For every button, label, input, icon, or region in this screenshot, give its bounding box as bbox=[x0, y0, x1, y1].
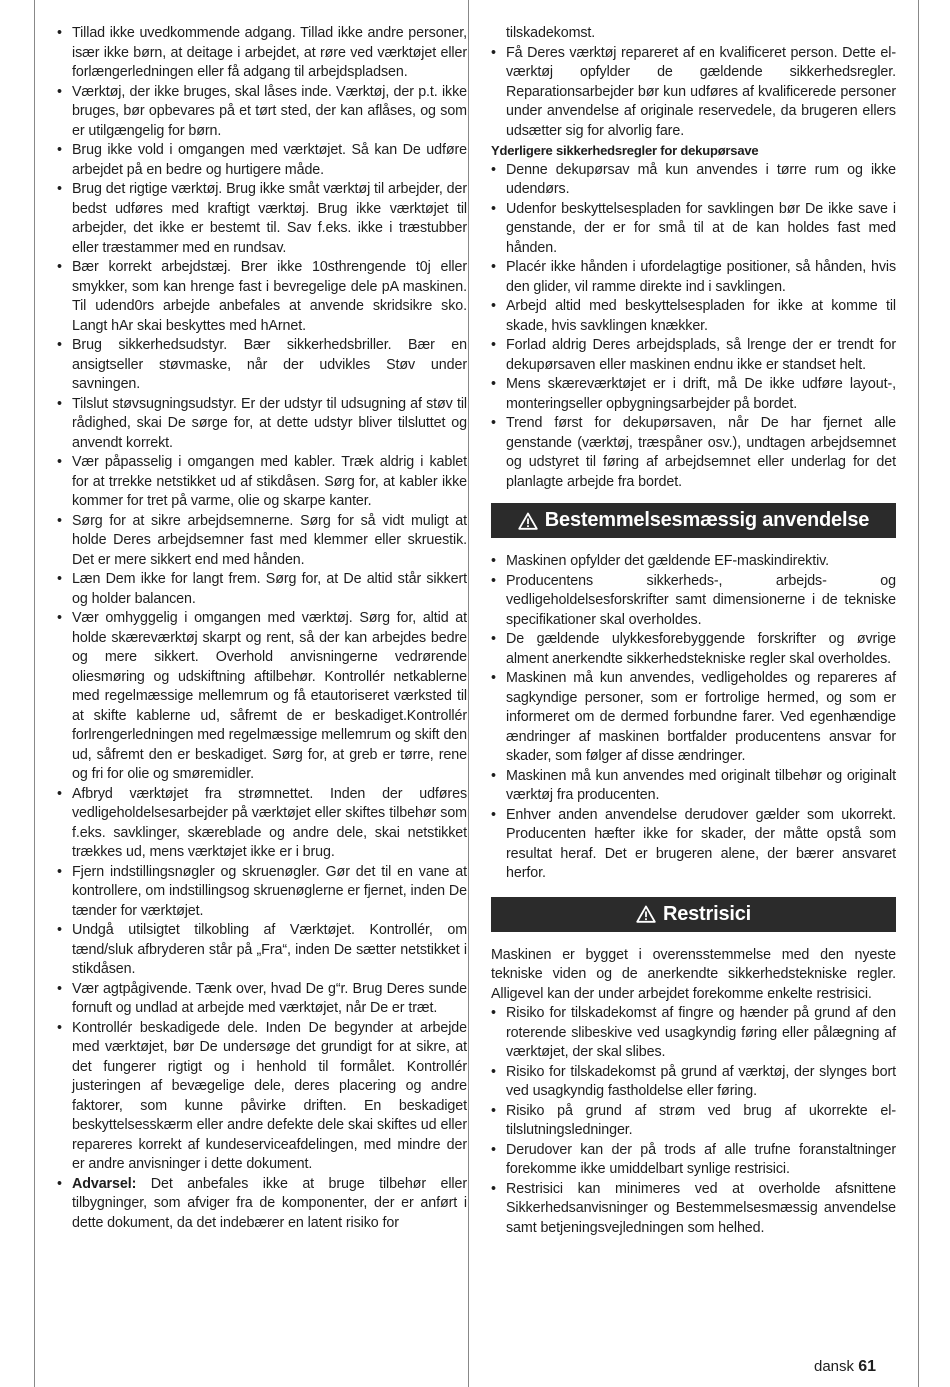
advarsel-text: Det anbefales ikke at bruge tilbehør eller tilbygninger, som afviger fra de komponenter, der er anført i dette dokument, da det indebærer en latent risiko for bbox=[72, 1175, 467, 1231]
list-item: • Læn Dem ikke for langt frem. Sørg for, at De altid står sikkert og holder balancen. bbox=[57, 570, 467, 609]
list-item: • Afbryd værktøjet fra strømnettet. Inden der udføres vedligeholdelsesarbejder på værktøjet eller skiftes tilbehør som f.eks. savklinger, skæreblade og andre dele, skai netstikket trækkes ud, mens værktøjet ikke er i brug. bbox=[57, 785, 467, 863]
list-item: • Enhver anden anvendelse derudover gælder som ukorrekt. Producenten hæfter ikke for skader, der måtte opstå som resultat heraf. Det er brugeren alene, der bærer ansvaret herfor. bbox=[491, 806, 896, 884]
left-column bbox=[34, 0, 467, 1387]
list-item: • Tilslut støvsugningsudstyr. Er der udstyr til udsugning af støv til rådighed, skai De sørge for, at dette udstyr bliver tilsluttet og anvendt korrekt. bbox=[57, 395, 467, 454]
advarsel-list bbox=[57, 1175, 467, 1234]
list-item: • Forlad aldrig Deres arbejdsplads, så lrenge der er trendt for dekupørsaven eller maskinen endnu ikke er standset helt. bbox=[491, 336, 896, 375]
list-item: • De gældende ulykkesforebyggende forskrifter og øvrige alment anerkendte sikkerhedstekniske regler skal overholdes. bbox=[491, 630, 896, 669]
restrisici-bullet-list bbox=[491, 1004, 896, 1238]
list-item: • Vær agtpågivende. Tænk over, hvad De g“r. Brug Deres sunde fornuft og undlad at arbejde med værktøjet, når De er træt. bbox=[57, 980, 467, 1019]
page-number: 61 bbox=[858, 1358, 876, 1375]
right-bullet-list bbox=[491, 44, 896, 142]
right-column bbox=[468, 0, 919, 1387]
list-item: • Tillad ikke uvedkommende adgang. Tillad ikke andre personer, især ikke børn, at deitage i arbejdet, at røre ved værktøjet eller forlængerledningen eller få adgang til arbejdspladsen. bbox=[57, 24, 467, 83]
list-item: • Derudover kan der på trods af alle trufne foranstaltninger forekomme ikke umiddelbart synlige restrisici. bbox=[491, 1141, 896, 1180]
dekup-bullet-list bbox=[491, 161, 896, 493]
section-banner-restrisici bbox=[491, 897, 896, 932]
anvendelse-bullet-list bbox=[491, 552, 896, 884]
list-item: • Undgå utilsigtet tilkobling af Værktøjet. Kontrollér, om tænd/sluk afbryderen står på „Fra“, inden De sætter netstikket i stikdåsen. bbox=[57, 921, 467, 980]
list-item bbox=[57, 1175, 467, 1234]
list-item: • Denne dekupørsav må kun anvendes i tørre rum og ikke udendørs. bbox=[491, 161, 896, 200]
list-item: • Brug ikke vold i omgangen med værktøjet. Så kan De udføre arbejdet på en bedre og hurtigere måde. bbox=[57, 141, 467, 180]
list-item: • Fjern indstillingsnøgler og skruenøgler. Gør det til en vane at kontrollere, om indstillingsog skruenøglerne er fjernet, inden De tænder for værktøjet. bbox=[57, 863, 467, 922]
restrisici-intro: Maskinen er bygget i overensstemmelse med den nyeste tekniske viden og de anerkendte sikkerhedstekniske regler. Alligevel kan der under arbejdet forekomme enkelte restrisici. bbox=[491, 946, 896, 1002]
list-item: • Få Deres værktøj repareret af en kvalificeret person. Dette el-værktøj opfylder de gældende sikkerhedsregler. Reparationsarbejder bør kun udføres af kvalificerede personer under anvendelse af originale reservedele, da brugeren ellers udsætter sig for alvorlig fare. bbox=[491, 44, 896, 142]
warning-triangle-icon bbox=[636, 905, 656, 923]
advarsel-label: Advarsel: bbox=[72, 1175, 137, 1192]
list-item: • Risiko for tilskadekomst på grund af værktøj, der slynges bort ved usagkyndig fastholdelse eller føring. bbox=[491, 1063, 896, 1102]
page-footer bbox=[814, 1358, 876, 1376]
section-title: Bestemmelsesmæssig anvendelse bbox=[544, 509, 870, 531]
list-item: • Værktøj, der ikke bruges, skal låses inde. Værktøj, der p.t. ikke bruges, bør opbevares på et tørt sted, der kan aflåses, og som er utilgængelig for børn. bbox=[57, 83, 467, 142]
list-item: • Risiko på grund af strøm ved brug af ukorrekte el-tilslutningsledninger. bbox=[491, 1102, 896, 1141]
list-item: • Producentens sikkerheds-, arbejds- og vedligeholdelsesforskrifter samt dimensionerne i de tekniske specifikationer skal overholdes. bbox=[491, 572, 896, 631]
list-item: • Mens skæreværktøjet er i drift, må De ikke udføre layout-, monteringseller opbygningsarbejder på bordet. bbox=[491, 375, 896, 414]
dekup-heading: Yderligere sikkerhedsregler for dekupørsave bbox=[491, 143, 759, 158]
continuation-text: tilskadekomst. bbox=[506, 25, 596, 41]
list-item: • Trend først for dekupørsaven, når De har fjernet alle genstande (værktøj, træspåner osv.), undtagen arbejdsemnet og udstyret til føring af arbejdsemnet eller underlag for det planlagte arbejde fra bordet. bbox=[491, 414, 896, 492]
list-item: • Arbejd altid med beskyttelsespladen for ikke at komme til skade, hvis savklingen knækker. bbox=[491, 297, 896, 336]
list-item: • Risiko for tilskadekomst af fingre og hænder på grund af den roterende slibeskive ved usagkyndig føring eller pålægning af værktøjet, der skal slibes. bbox=[491, 1004, 896, 1063]
footer-language: dansk bbox=[814, 1358, 855, 1375]
list-item: • Sørg for at sikre arbejdsemnerne. Sørg for så vidt muligt at holde Deres arbejdsemner fast med klemmer eller skruestik. Det er mere sikkert end med hånden. bbox=[57, 512, 467, 571]
section-title: Restrisici bbox=[662, 902, 752, 925]
list-item: • Brug det rigtige værktøj. Brug ikke småt værktøj til arbejder, der bedst udføres med kraftigt værktøj. Brug ikke værktøjet til arbejder, det ikke er bestemt til. Sav f.eks. ikke i træstubber eller træstammer med en rundsav. bbox=[57, 180, 467, 258]
warning-triangle-icon bbox=[518, 512, 538, 530]
list-item: • Maskinen opfylder det gældende EF-maskindirektiv. bbox=[491, 552, 896, 572]
left-bullet-list bbox=[57, 24, 467, 1175]
section-banner-anvendelse bbox=[491, 503, 896, 538]
list-item: • Restrisici kan minimeres ved at overholde afsnittene Sikkerhedsanvisninger og Bestemmelsesmæssig anvendelse samt betjeningsvejledningen som helhed. bbox=[491, 1180, 896, 1239]
list-item: • Bær korrekt arbejdstæj. Brer ikke 10sthrengende t0j eller smykker, som kan hrenge fast i bevregelige dele pA maskinen. Til udend0rs arbejde anbefales at anvende skridsikre sko. Langt hAr skai beskyttes med hArnet. bbox=[57, 258, 467, 336]
list-item: • Brug sikkerhedsudstyr. Bær sikkerhedsbriller. Bær en ansigtseller støvmaske, når der udvikles Støv under savningen. bbox=[57, 336, 467, 395]
list-item: • Maskinen må kun anvendes med originalt tilbehør og originalt værktøj fra producenten. bbox=[491, 767, 896, 806]
list-item: • Vær omhyggelig i omgangen med værktøj. Sørg for, altid at holde skæreværktøj skarpt og rent, så der kan arbejdes bedre og mere sikkert. Overhold anvisningerne vedrørende oliesmøring og udskiftning aftilbehør. Kontrollér netkablerne med regelmæssige mellemrum og få etautoriseret værksted til at skifte kablerne ud, såfremt de er beskadiget.Kontrollér forlrengerledningen med regelmæssige mellemrum og skift den ud, såfremt den er beskadiget. Sørg for, at greb er tørre, rene og fri for olie og smøremidler. bbox=[57, 609, 467, 785]
list-item: • Vær påpasselig i omgangen med kabler. Træk aldrig i kablet for at trrekke netstikket ud af stikdåsen. Sørg for, at kabler ikke kommer for tret på varme, olie og skarpe kanter. bbox=[57, 453, 467, 512]
list-item: • Placér ikke hånden i ufordelagtige positioner, så hånden, hvis den glider, vil ramme direkte ind i savklingen. bbox=[491, 258, 896, 297]
list-item: • Udenfor beskyttelsespladen for savklingen bør De ikke save i genstande, der er for små til at de kan holdes fast med hånden. bbox=[491, 200, 896, 259]
list-item: • Kontrollér beskadigede dele. Inden De begynder at arbejde med værktøjet, bør De undersøge det grundigt for at sikre, at det fungerer rigtigt og i henhold til formålet. Kontrollér justeringen af bevægelige dele, deres placering og andre faktorer, som kunne påvirke driften. En beskadiget beskyttelsesskærm eller andre defekte dele skai skiftes ud eller repareres korrekt af kundeserviceafdelingen, med mindre der er andre anvisninger i dette dokument. bbox=[57, 1019, 467, 1175]
list-item: • Maskinen må kun anvendes, vedligeholdes og repareres af sagkyndige personer, som er fortrolige hermed, og som er informeret om de dermed forbundne farer. Ved egenhændige ændringer af maskinen bortfalder producentens ansvar for skader, som følger af disse ændringer. bbox=[491, 669, 896, 767]
